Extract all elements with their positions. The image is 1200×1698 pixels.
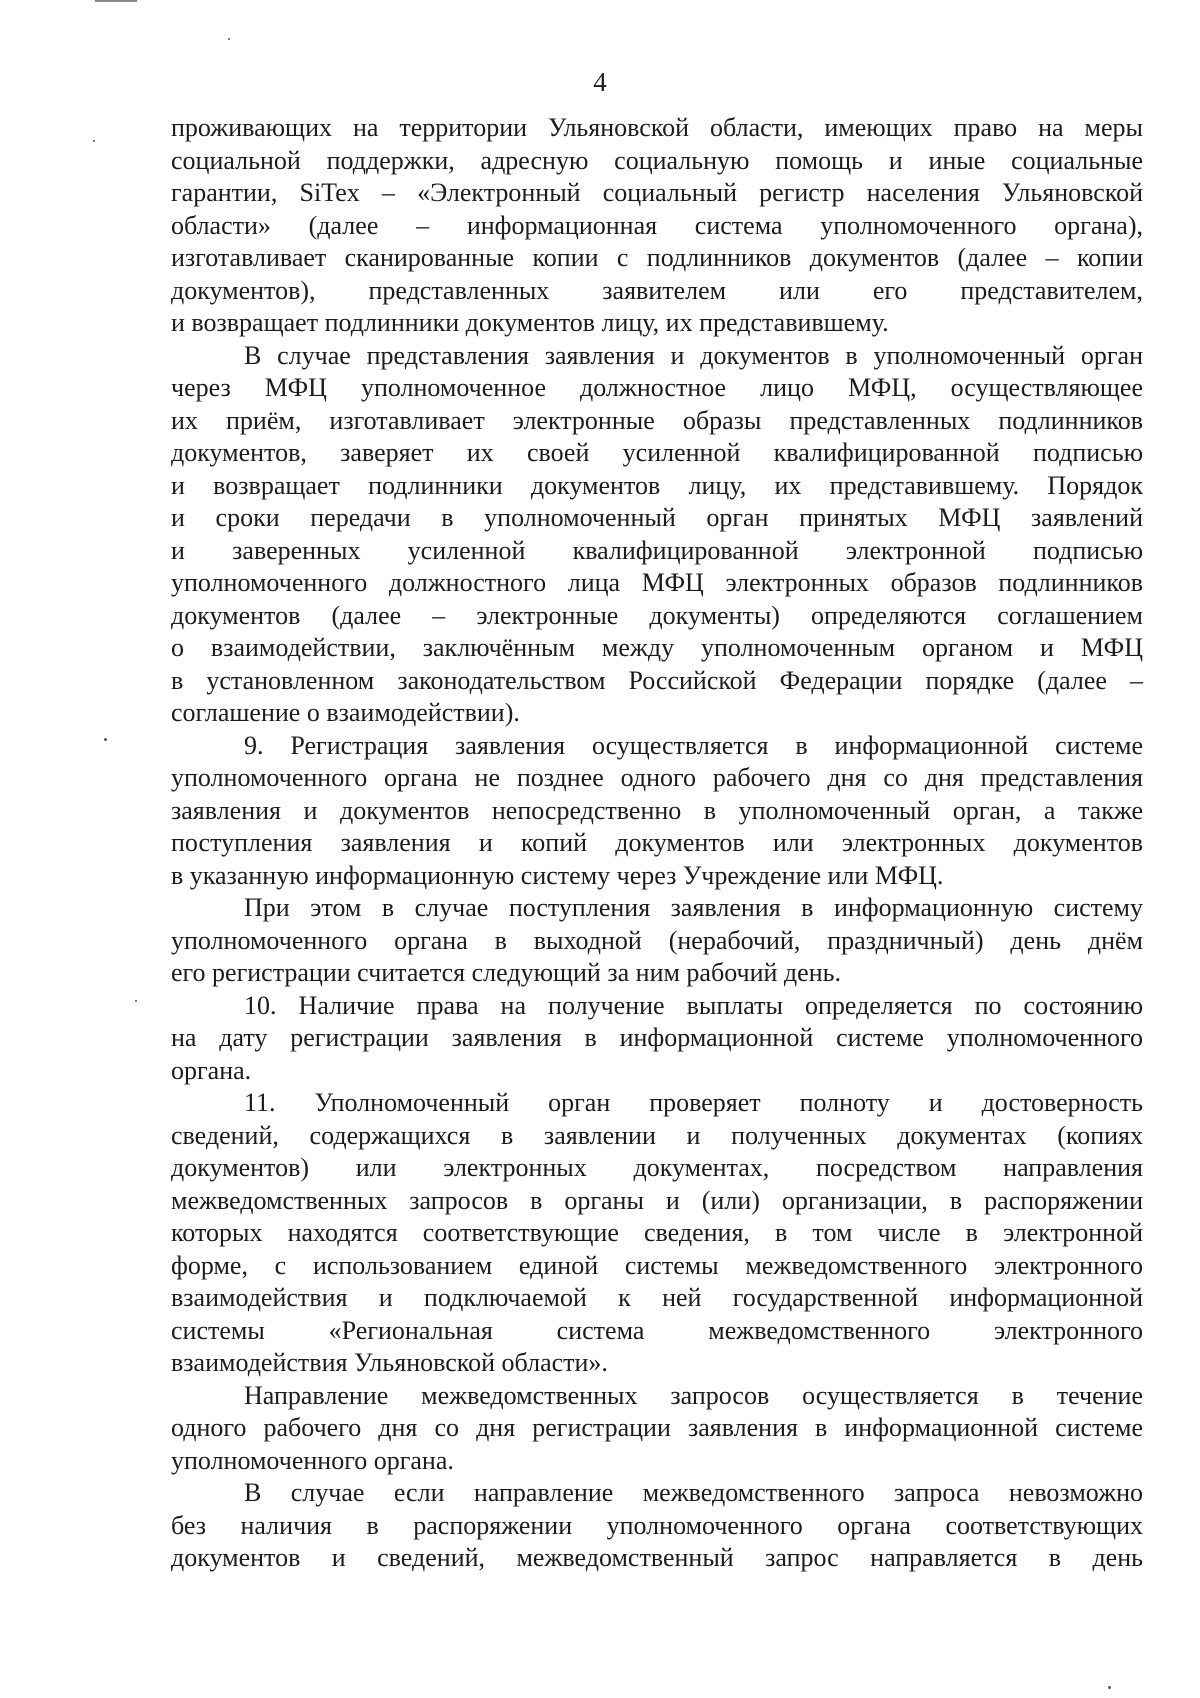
text-line: о взаимодействии, заключённым между уполномоченным органом и МФЦ bbox=[171, 633, 1143, 662]
text-line: и заверенных усиленной квалифицированной электронной подписью bbox=[171, 535, 1143, 565]
text-line: через МФЦ уполномоченное должностное лицо МФЦ, осуществляющее bbox=[171, 373, 1143, 402]
text-line: форме, с использованием единой системы межведомственного электронного bbox=[171, 1250, 1143, 1280]
paragraph bbox=[171, 1087, 1143, 1380]
paragraph bbox=[171, 730, 1143, 893]
text-line: соглашение о взаимодействии). bbox=[171, 698, 520, 727]
text-line: 9. Регистрация заявления осуществляется в информационной системе bbox=[244, 730, 1143, 760]
paragraph bbox=[171, 340, 1143, 730]
text-line: уполномоченного должностного лица МФЦ электронных образов подлинников bbox=[171, 568, 1143, 597]
paragraph bbox=[171, 990, 1143, 1088]
text-line: области» (далее – информационная система уполномоченного органа), bbox=[171, 210, 1143, 240]
paragraph bbox=[171, 112, 1143, 340]
text-line: поступления заявления и копий документов или электронных документов bbox=[171, 828, 1143, 857]
text-line: проживающих на территории Ульяновской области, имеющих право на меры bbox=[171, 113, 1143, 142]
text-line: 10. Наличие права на получение выплаты определяется по состоянию bbox=[244, 990, 1143, 1020]
text-line: их приём, изготавливает электронные образы представленных подлинников bbox=[171, 405, 1143, 435]
page-number: 4 bbox=[593, 67, 607, 97]
text-line: без наличия в распоряжении уполномоченного органа соответствующих bbox=[171, 1510, 1143, 1540]
text-line: и возвращает подлинники документов лицу, их представившему. Порядок bbox=[171, 470, 1143, 500]
text-line: документов и сведений, межведомственный запрос направляется в день bbox=[171, 1543, 1143, 1572]
text-line: гарантии, SiTex – «Электронный социальный регистр населения Ульяновской bbox=[171, 178, 1143, 207]
text-line: межведомственных запросов в органы и (или) организации, в распоряжении bbox=[171, 1185, 1143, 1215]
scan-speck bbox=[104, 738, 107, 741]
text-line: заявления и документов непосредственно в уполномоченный орган, а также bbox=[171, 795, 1143, 825]
text-line: в установленном законодательством Российской Федерации порядке (далее – bbox=[171, 665, 1143, 695]
text-line: В случае если направление межведомственного запроса невозможно bbox=[244, 1478, 1143, 1507]
text-line: При этом в случае поступления заявления в информационную систему bbox=[244, 893, 1143, 922]
text-line: Направление межведомственных запросов осуществляется в течение bbox=[244, 1380, 1143, 1410]
text-line: документов) или электронных документах, посредством направления bbox=[171, 1153, 1143, 1182]
document-body bbox=[171, 112, 1143, 1575]
text-line: изготавливает сканированные копии с подлинников документов (далее – копии bbox=[171, 243, 1143, 272]
scan-speck bbox=[1108, 1686, 1111, 1689]
text-line: социальной поддержки, адресную социальную помощь и иные социальные bbox=[171, 145, 1143, 175]
scan-speck bbox=[228, 38, 230, 40]
paragraph bbox=[171, 1477, 1143, 1575]
scan-speck bbox=[135, 1000, 137, 1002]
text-line: уполномоченного органа в выходной (нерабочий, праздничный) день днём bbox=[171, 925, 1143, 955]
scan-edge-mark bbox=[95, 0, 137, 2]
text-line: документов), представленных заявителем или его представителем, bbox=[171, 275, 1143, 305]
text-line: уполномоченного органа не позднее одного рабочего дня со дня представления bbox=[171, 763, 1143, 792]
text-line: документов, заверяет их своей усиленной квалифицированной подписью bbox=[171, 438, 1143, 467]
text-line: документов (далее – электронные документы) определяются соглашением bbox=[171, 600, 1143, 630]
text-line: одного рабочего дня со дня регистрации заявления в информационной системе bbox=[171, 1413, 1143, 1442]
text-line: системы «Региональная система межведомственного электронного bbox=[171, 1315, 1143, 1345]
text-line: взаимодействия и подключаемой к ней государственной информационной bbox=[171, 1283, 1143, 1312]
text-line: 11. Уполномоченный орган проверяет полноту и достоверность bbox=[244, 1088, 1143, 1117]
text-line: сведений, содержащихся в заявлении и полученных документах (копиях bbox=[171, 1120, 1143, 1150]
paragraph bbox=[171, 1380, 1143, 1478]
text-line: взаимодействия Ульяновской области». bbox=[171, 1348, 608, 1377]
text-line: которых находятся соответствующие сведения, в том числе в электронной bbox=[171, 1218, 1143, 1247]
text-line: органа. bbox=[171, 1055, 252, 1085]
paragraph bbox=[171, 892, 1143, 990]
scan-speck bbox=[93, 140, 95, 142]
text-line: В случае представления заявления и документов в уполномоченный орган bbox=[244, 340, 1143, 370]
text-line: в указанную информационную систему через Учреждение или МФЦ. bbox=[171, 860, 944, 890]
text-line: и возвращает подлинники документов лицу, их представившему. bbox=[171, 308, 889, 337]
text-line: уполномоченного органа. bbox=[171, 1445, 454, 1475]
text-line: на дату регистрации заявления в информационной системе уполномоченного bbox=[171, 1023, 1143, 1052]
text-line: и сроки передачи в уполномоченный орган принятых МФЦ заявлений bbox=[171, 503, 1143, 532]
text-line: его регистрации считается следующий за ним рабочий день. bbox=[171, 958, 841, 987]
